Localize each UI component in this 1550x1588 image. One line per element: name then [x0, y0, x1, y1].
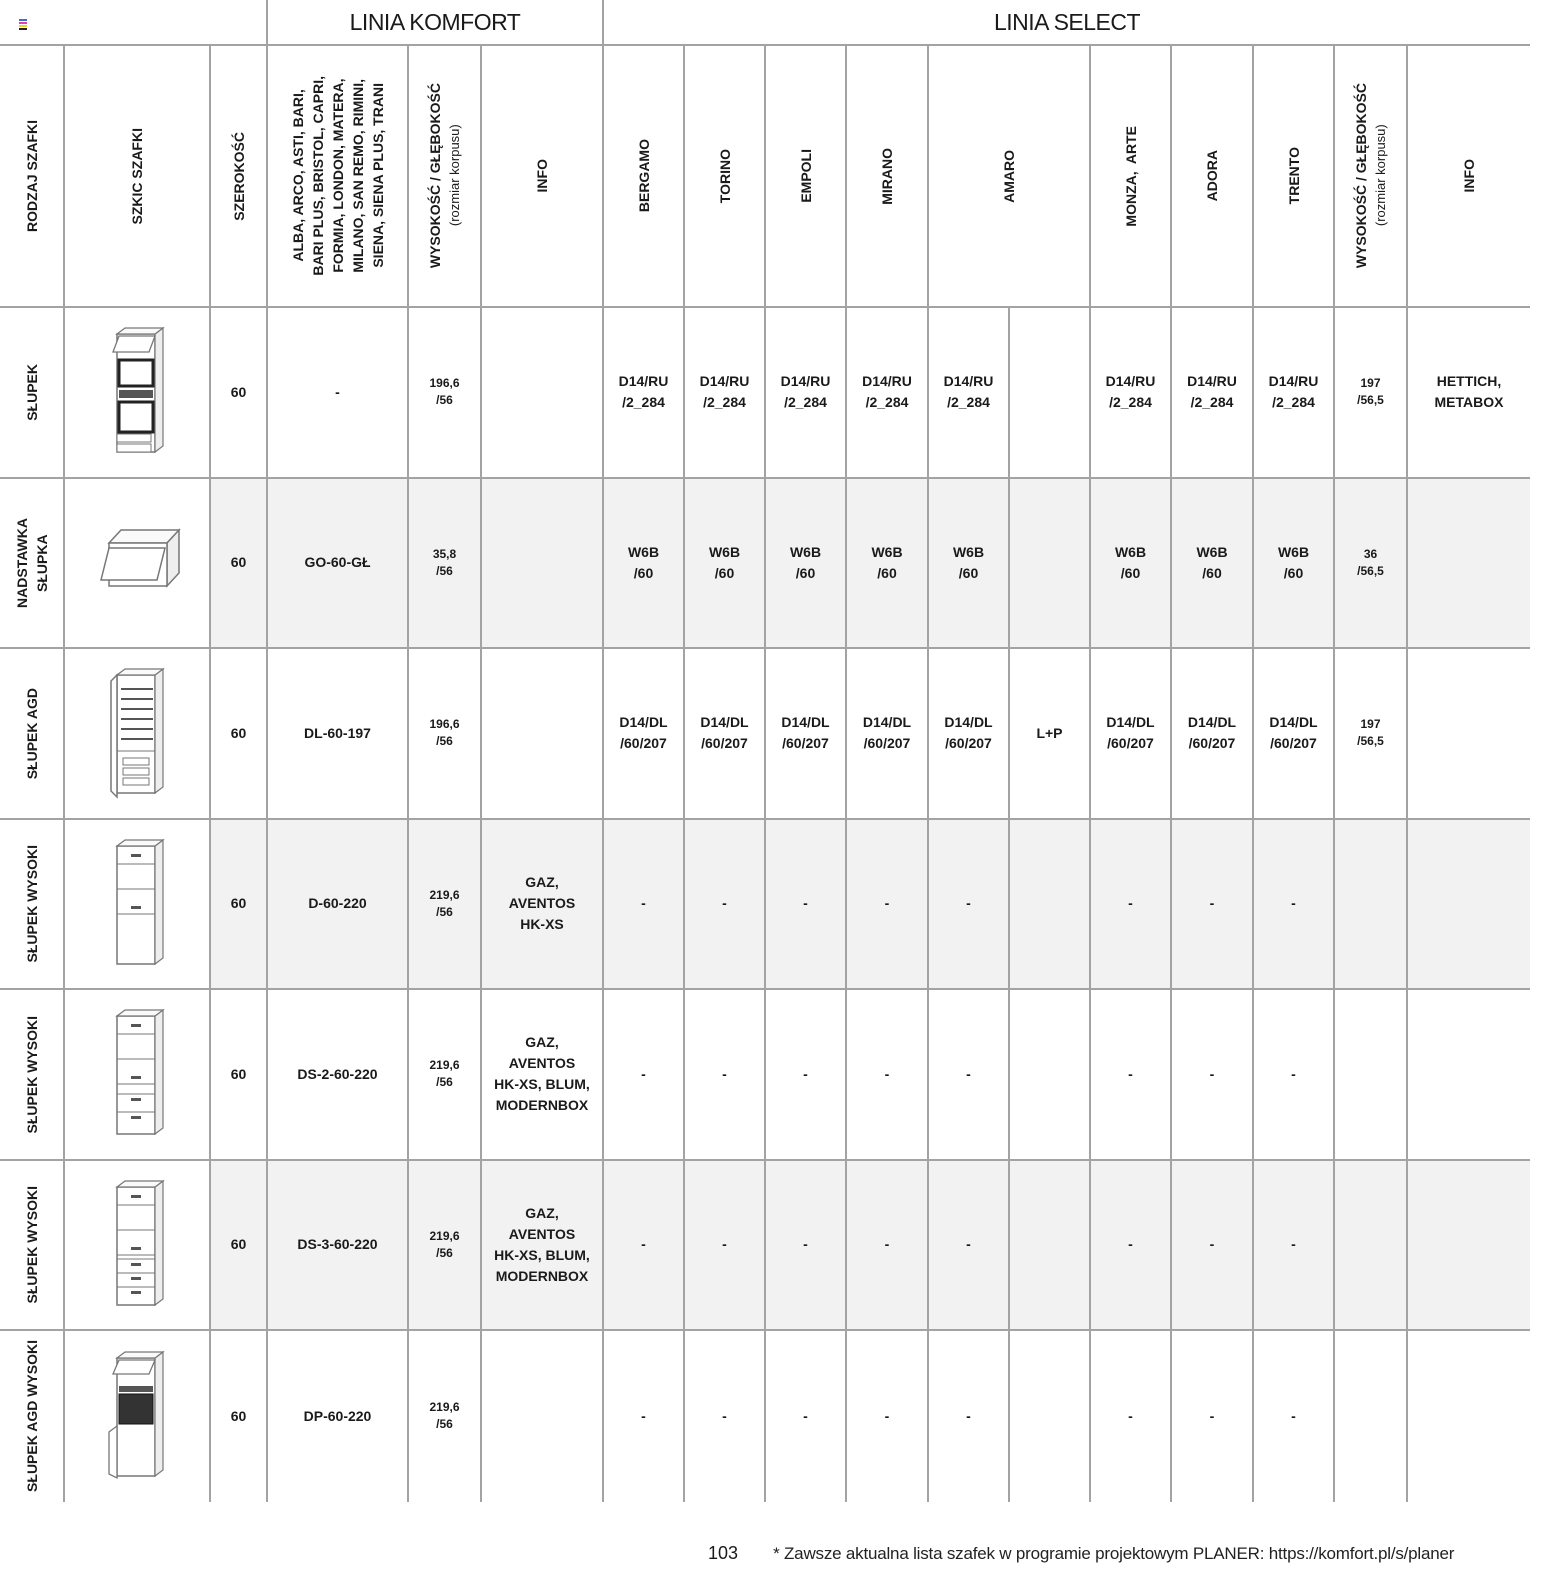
select-height-depth-text: 197 /56,5	[1357, 376, 1384, 408]
komfort-height-depth	[409, 1331, 482, 1502]
select-bergamo	[604, 1161, 685, 1332]
select-mirano	[847, 649, 929, 820]
komfort-info	[482, 308, 604, 479]
select-adora	[1172, 990, 1254, 1161]
select-trento	[1254, 649, 1335, 820]
select-mirano-text: W6B /60	[871, 543, 903, 581]
select-monza-arte-text: -	[1128, 1065, 1133, 1082]
row-type	[0, 820, 65, 991]
select-amaro-b	[1010, 1161, 1091, 1332]
select-monza-arte-text: D14/RU /2_284	[1105, 373, 1156, 411]
select-monza-arte	[1091, 649, 1172, 820]
select-adora	[1172, 1161, 1254, 1332]
col-header-bergamo: BERGAMO	[604, 46, 685, 308]
select-trento	[1254, 479, 1335, 650]
komfort-info	[482, 479, 604, 650]
komfort-height-depth-text: 196,6 /56	[429, 717, 460, 749]
appliance-cabinet-icon	[92, 663, 182, 803]
select-amaro-a	[929, 479, 1010, 650]
select-trento-text: D14/RU /2_284	[1268, 373, 1319, 411]
select-mirano-text: -	[884, 1065, 890, 1082]
select-info	[1408, 308, 1530, 479]
select-amaro-b	[1010, 479, 1091, 650]
select-bergamo	[604, 649, 685, 820]
width-value	[211, 1161, 268, 1332]
select-empoli	[766, 479, 847, 650]
width-value-text: 60	[230, 554, 247, 571]
select-amaro-a-text: -	[966, 1236, 971, 1253]
width-value-text: 60	[230, 1065, 247, 1082]
komfort-info-text: GAZ, AVENTOS HK-XS, BLUM, MODERNBOX	[494, 1204, 590, 1284]
select-empoli-text: -	[803, 1236, 808, 1253]
select-torino-text: -	[722, 1065, 727, 1082]
width-value	[211, 990, 268, 1161]
select-monza-arte-text: -	[1128, 1407, 1133, 1424]
row-type-text: SŁUPEK WYSOKI	[23, 1015, 40, 1133]
select-torino	[685, 649, 766, 820]
col-header-monza-arte: MONZA, ARTE	[1091, 46, 1172, 308]
tall-oven-cabinet-icon	[92, 1346, 182, 1486]
select-torino-text: -	[722, 895, 727, 912]
select-adora-text: -	[1209, 1407, 1215, 1424]
select-info	[1408, 1161, 1530, 1332]
select-bergamo-text: D14/DL /60/207	[619, 714, 668, 752]
select-monza-arte	[1091, 308, 1172, 479]
komfort-model	[268, 479, 409, 650]
komfort-info	[482, 649, 604, 820]
row-type	[0, 990, 65, 1161]
select-bergamo-text: -	[641, 1065, 646, 1082]
col-header-select-info: INFO	[1408, 46, 1530, 308]
select-trento-text: -	[1291, 1407, 1296, 1424]
select-mirano-text: D14/RU /2_284	[862, 373, 912, 411]
select-height-depth	[1335, 308, 1408, 479]
select-height-depth	[1335, 820, 1408, 991]
komfort-model	[268, 1331, 409, 1502]
col-header-komfort-hd: WYSOKOŚĆ / GŁĘBOKOŚĆ (rozmiar korpusu)	[409, 46, 482, 308]
row-type-text: SŁUPEK	[23, 363, 40, 421]
komfort-model	[268, 990, 409, 1161]
select-mirano	[847, 308, 929, 479]
select-trento	[1254, 990, 1335, 1161]
select-mirano	[847, 1161, 929, 1332]
width-value-text: 60	[230, 895, 247, 912]
select-empoli-text: -	[803, 895, 808, 912]
select-adora-text: D14/DL /60/207	[1187, 714, 1237, 752]
select-amaro-b	[1010, 308, 1091, 479]
select-amaro-b-text: L+P	[1036, 724, 1063, 741]
select-torino	[685, 479, 766, 650]
select-amaro-b	[1010, 1331, 1091, 1502]
tall-cabinet-3-drawers-icon	[92, 1175, 182, 1315]
select-mirano-text: -	[884, 1407, 890, 1424]
footer-note: * Zawsze aktualna lista szafek w programie projektowym PLANER: https://komfort.pl/s/planer	[773, 1544, 1455, 1563]
row-type	[0, 1161, 65, 1332]
select-amaro-a-text: -	[966, 1065, 971, 1082]
cabinet-sketch	[65, 1161, 211, 1332]
select-info	[1408, 990, 1530, 1161]
page-footer	[708, 1543, 1454, 1564]
width-value	[211, 479, 268, 650]
komfort-model-text: DP-60-220	[303, 1407, 372, 1424]
cabinet-sketch	[65, 1331, 211, 1502]
select-adora-text: -	[1209, 1065, 1215, 1082]
select-empoli	[766, 820, 847, 991]
komfort-height-depth-text: 219,6 /56	[429, 1228, 460, 1260]
tall-cabinet-2-drawers-icon	[92, 1004, 182, 1144]
select-trento-text: -	[1291, 1065, 1296, 1082]
width-value-text: 60	[230, 1407, 247, 1424]
komfort-height-depth-text: 219,6 /56	[429, 887, 460, 919]
komfort-info	[482, 1331, 604, 1502]
select-monza-arte-text: D14/DL /60/207	[1106, 714, 1155, 752]
komfort-height-depth	[409, 1161, 482, 1332]
select-info	[1408, 479, 1530, 650]
komfort-info-text: GAZ, AVENTOS HK-XS	[508, 874, 576, 933]
row-type	[0, 308, 65, 479]
komfort-height-depth-text: 196,6 /56	[429, 376, 460, 408]
select-height-depth	[1335, 649, 1408, 820]
select-torino-text: W6B /60	[708, 543, 741, 581]
select-height-depth-text: 197 /56,5	[1357, 717, 1384, 749]
select-mirano-text: -	[884, 1236, 890, 1253]
select-adora	[1172, 1331, 1254, 1502]
select-adora	[1172, 649, 1254, 820]
linia-select-title: LINIA SELECT	[604, 0, 1530, 46]
select-amaro-a	[929, 1331, 1010, 1502]
komfort-model-text: D-60-220	[308, 895, 367, 912]
komfort-height-depth-text: 219,6 /56	[429, 1400, 460, 1432]
col-header-szerokosc: SZEROKOŚĆ	[211, 46, 268, 308]
tall-cabinet-doors-icon	[92, 834, 182, 974]
select-torino-text: -	[722, 1407, 727, 1424]
komfort-model-text: DS-2-60-220	[297, 1065, 378, 1082]
select-adora-text: -	[1209, 895, 1215, 912]
select-adora	[1172, 479, 1254, 650]
width-value-text: 60	[230, 383, 247, 400]
cabinet-sketch	[65, 479, 211, 650]
select-monza-arte-text: -	[1128, 895, 1133, 912]
select-torino-text: D14/RU /2_284	[699, 373, 750, 411]
cabinet-sketch	[65, 990, 211, 1161]
select-height-depth-text: 36 /56,5	[1357, 546, 1384, 578]
col-header-rodzaj: RODZAJ SZAFKI	[0, 46, 65, 308]
komfort-height-depth	[409, 479, 482, 650]
width-value-text: 60	[230, 1236, 247, 1253]
select-bergamo	[604, 479, 685, 650]
select-bergamo-text: -	[641, 1407, 646, 1424]
select-height-depth	[1335, 1331, 1408, 1502]
col-header-trento: TRENTO	[1254, 46, 1335, 308]
select-info	[1408, 1331, 1530, 1502]
select-amaro-b	[1010, 649, 1091, 820]
oven-tall-cabinet-icon	[92, 322, 182, 462]
select-height-depth	[1335, 1161, 1408, 1332]
select-empoli-text: W6B /60	[789, 543, 822, 581]
select-info	[1408, 649, 1530, 820]
select-trento-text: -	[1291, 895, 1296, 912]
select-torino	[685, 308, 766, 479]
cabinet-sketch	[65, 649, 211, 820]
komfort-model-text: DL-60-197	[304, 724, 371, 741]
cabinet-sketch	[65, 308, 211, 479]
select-empoli	[766, 1161, 847, 1332]
top-cabinet-icon	[87, 528, 187, 598]
row-type	[0, 479, 65, 650]
select-trento	[1254, 1331, 1335, 1502]
width-value	[211, 649, 268, 820]
width-value	[211, 308, 268, 479]
select-amaro-b	[1010, 990, 1091, 1161]
select-adora-text: -	[1209, 1236, 1215, 1253]
select-torino-text: D14/DL /60/207	[700, 714, 749, 752]
komfort-info-text: GAZ, AVENTOS HK-XS, BLUM, MODERNBOX	[494, 1034, 590, 1114]
select-height-depth	[1335, 990, 1408, 1161]
select-monza-arte	[1091, 479, 1172, 650]
komfort-model	[268, 1161, 409, 1332]
select-monza-arte-text: W6B /60	[1114, 543, 1147, 581]
select-bergamo-text: W6B /60	[627, 543, 660, 581]
select-bergamo-text: -	[641, 895, 646, 912]
select-monza-arte	[1091, 1161, 1172, 1332]
select-bergamo	[604, 308, 685, 479]
komfort-model	[268, 308, 409, 479]
row-type	[0, 1331, 65, 1502]
select-mirano	[847, 1331, 929, 1502]
width-value-text: 60	[230, 724, 247, 741]
select-trento-text: D14/DL /60/207	[1269, 714, 1318, 752]
row-type	[0, 649, 65, 820]
komfort-height-depth-text: 219,6 /56	[429, 1058, 460, 1090]
select-info-text: HETTICH, METABOX	[1434, 373, 1504, 411]
select-adora-text: W6B /60	[1196, 543, 1228, 581]
komfort-model-text: GO-60-GŁ	[304, 554, 371, 571]
select-torino	[685, 1331, 766, 1502]
col-header-torino: TORINO	[685, 46, 766, 308]
row-type-text: NADSTAWKA SŁUPKA	[13, 517, 50, 608]
select-bergamo	[604, 820, 685, 991]
select-amaro-a-text: W6B /60	[952, 543, 985, 581]
select-torino	[685, 990, 766, 1161]
select-empoli	[766, 990, 847, 1161]
select-trento-text: -	[1291, 1236, 1296, 1253]
row-type-text: SŁUPEK AGD WYSOKI	[23, 1340, 40, 1493]
select-torino	[685, 820, 766, 991]
select-empoli-text: -	[803, 1065, 808, 1082]
select-bergamo-text: D14/RU /2_284	[618, 373, 669, 411]
select-bergamo	[604, 990, 685, 1161]
select-info	[1408, 820, 1530, 991]
select-amaro-a	[929, 1161, 1010, 1332]
row-type-text: SŁUPEK AGD	[23, 687, 40, 779]
komfort-height-depth	[409, 649, 482, 820]
select-adora	[1172, 820, 1254, 991]
select-empoli-text: D14/DL /60/207	[781, 714, 830, 752]
komfort-model	[268, 649, 409, 820]
select-amaro-a-text: -	[966, 895, 971, 912]
komfort-height-depth	[409, 308, 482, 479]
select-monza-arte-text: -	[1128, 1236, 1133, 1253]
select-empoli-text: D14/RU /2_284	[780, 373, 831, 411]
select-torino-text: -	[722, 1236, 727, 1253]
select-mirano-text: -	[884, 895, 890, 912]
linia-komfort-title: LINIA KOMFORT	[268, 0, 604, 46]
select-amaro-b	[1010, 820, 1091, 991]
width-value	[211, 820, 268, 991]
cabinet-sketch	[65, 820, 211, 991]
select-mirano-text: D14/DL /60/207	[862, 714, 912, 752]
select-amaro-a-text: D14/DL /60/207	[944, 714, 993, 752]
select-bergamo-text: -	[641, 1236, 646, 1253]
komfort-model-text: DS-3-60-220	[297, 1236, 378, 1253]
komfort-info	[482, 990, 604, 1161]
col-header-empoli: EMPOLI	[766, 46, 847, 308]
select-bergamo	[604, 1331, 685, 1502]
select-mirano	[847, 990, 929, 1161]
width-value	[211, 1331, 268, 1502]
select-adora	[1172, 308, 1254, 479]
select-monza-arte	[1091, 1331, 1172, 1502]
komfort-model	[268, 820, 409, 991]
row-type-text: SŁUPEK WYSOKI	[23, 845, 40, 963]
select-height-depth	[1335, 479, 1408, 650]
select-mirano	[847, 820, 929, 991]
row-type-text: SŁUPEK WYSOKI	[23, 1186, 40, 1304]
col-header-komfort-info: INFO	[482, 46, 604, 308]
select-torino	[685, 1161, 766, 1332]
select-amaro-a	[929, 308, 1010, 479]
komfort-info	[482, 1161, 604, 1332]
select-empoli-text: -	[803, 1407, 808, 1424]
select-trento-text: W6B /60	[1277, 543, 1310, 581]
col-header-select-hd: WYSOKOŚĆ / GŁĘBOKOŚĆ (rozmiar korpusu)	[1335, 46, 1408, 308]
select-empoli	[766, 1331, 847, 1502]
komfort-height-depth	[409, 820, 482, 991]
komfort-height-depth-text: 35,8 /56	[432, 546, 457, 578]
select-trento	[1254, 820, 1335, 991]
select-amaro-a-text: -	[966, 1407, 971, 1424]
col-header-amaro: AMARO	[929, 46, 1091, 308]
select-empoli	[766, 649, 847, 820]
komfort-model-text: -	[335, 383, 340, 400]
select-trento	[1254, 1161, 1335, 1332]
col-header-szkic: SZKIC SZAFKI	[65, 46, 211, 308]
komfort-height-depth	[409, 990, 482, 1161]
select-adora-text: D14/RU /2_284	[1187, 373, 1237, 411]
select-mirano	[847, 479, 929, 650]
col-header-mirano: MIRANO	[847, 46, 929, 308]
select-empoli	[766, 308, 847, 479]
select-monza-arte	[1091, 990, 1172, 1161]
komfort-info	[482, 820, 604, 991]
select-amaro-a	[929, 990, 1010, 1161]
select-amaro-a-text: D14/RU /2_284	[943, 373, 994, 411]
page-number: 103	[708, 1543, 739, 1563]
select-trento	[1254, 308, 1335, 479]
select-amaro-a	[929, 820, 1010, 991]
col-header-adora: ADORA	[1172, 46, 1254, 308]
select-monza-arte	[1091, 820, 1172, 991]
col-header-komfort-models: ALBA, ARCO, ASTI, BARI, BARI PLUS, BRISTOL, CAPRI, FORMIA, LONDON, MATERA, MILANO, SAN REMO, RIMINI, SIENA, SIENA PLUS, TRANI	[268, 46, 409, 308]
select-amaro-a	[929, 649, 1010, 820]
top-left-blank	[0, 0, 268, 46]
